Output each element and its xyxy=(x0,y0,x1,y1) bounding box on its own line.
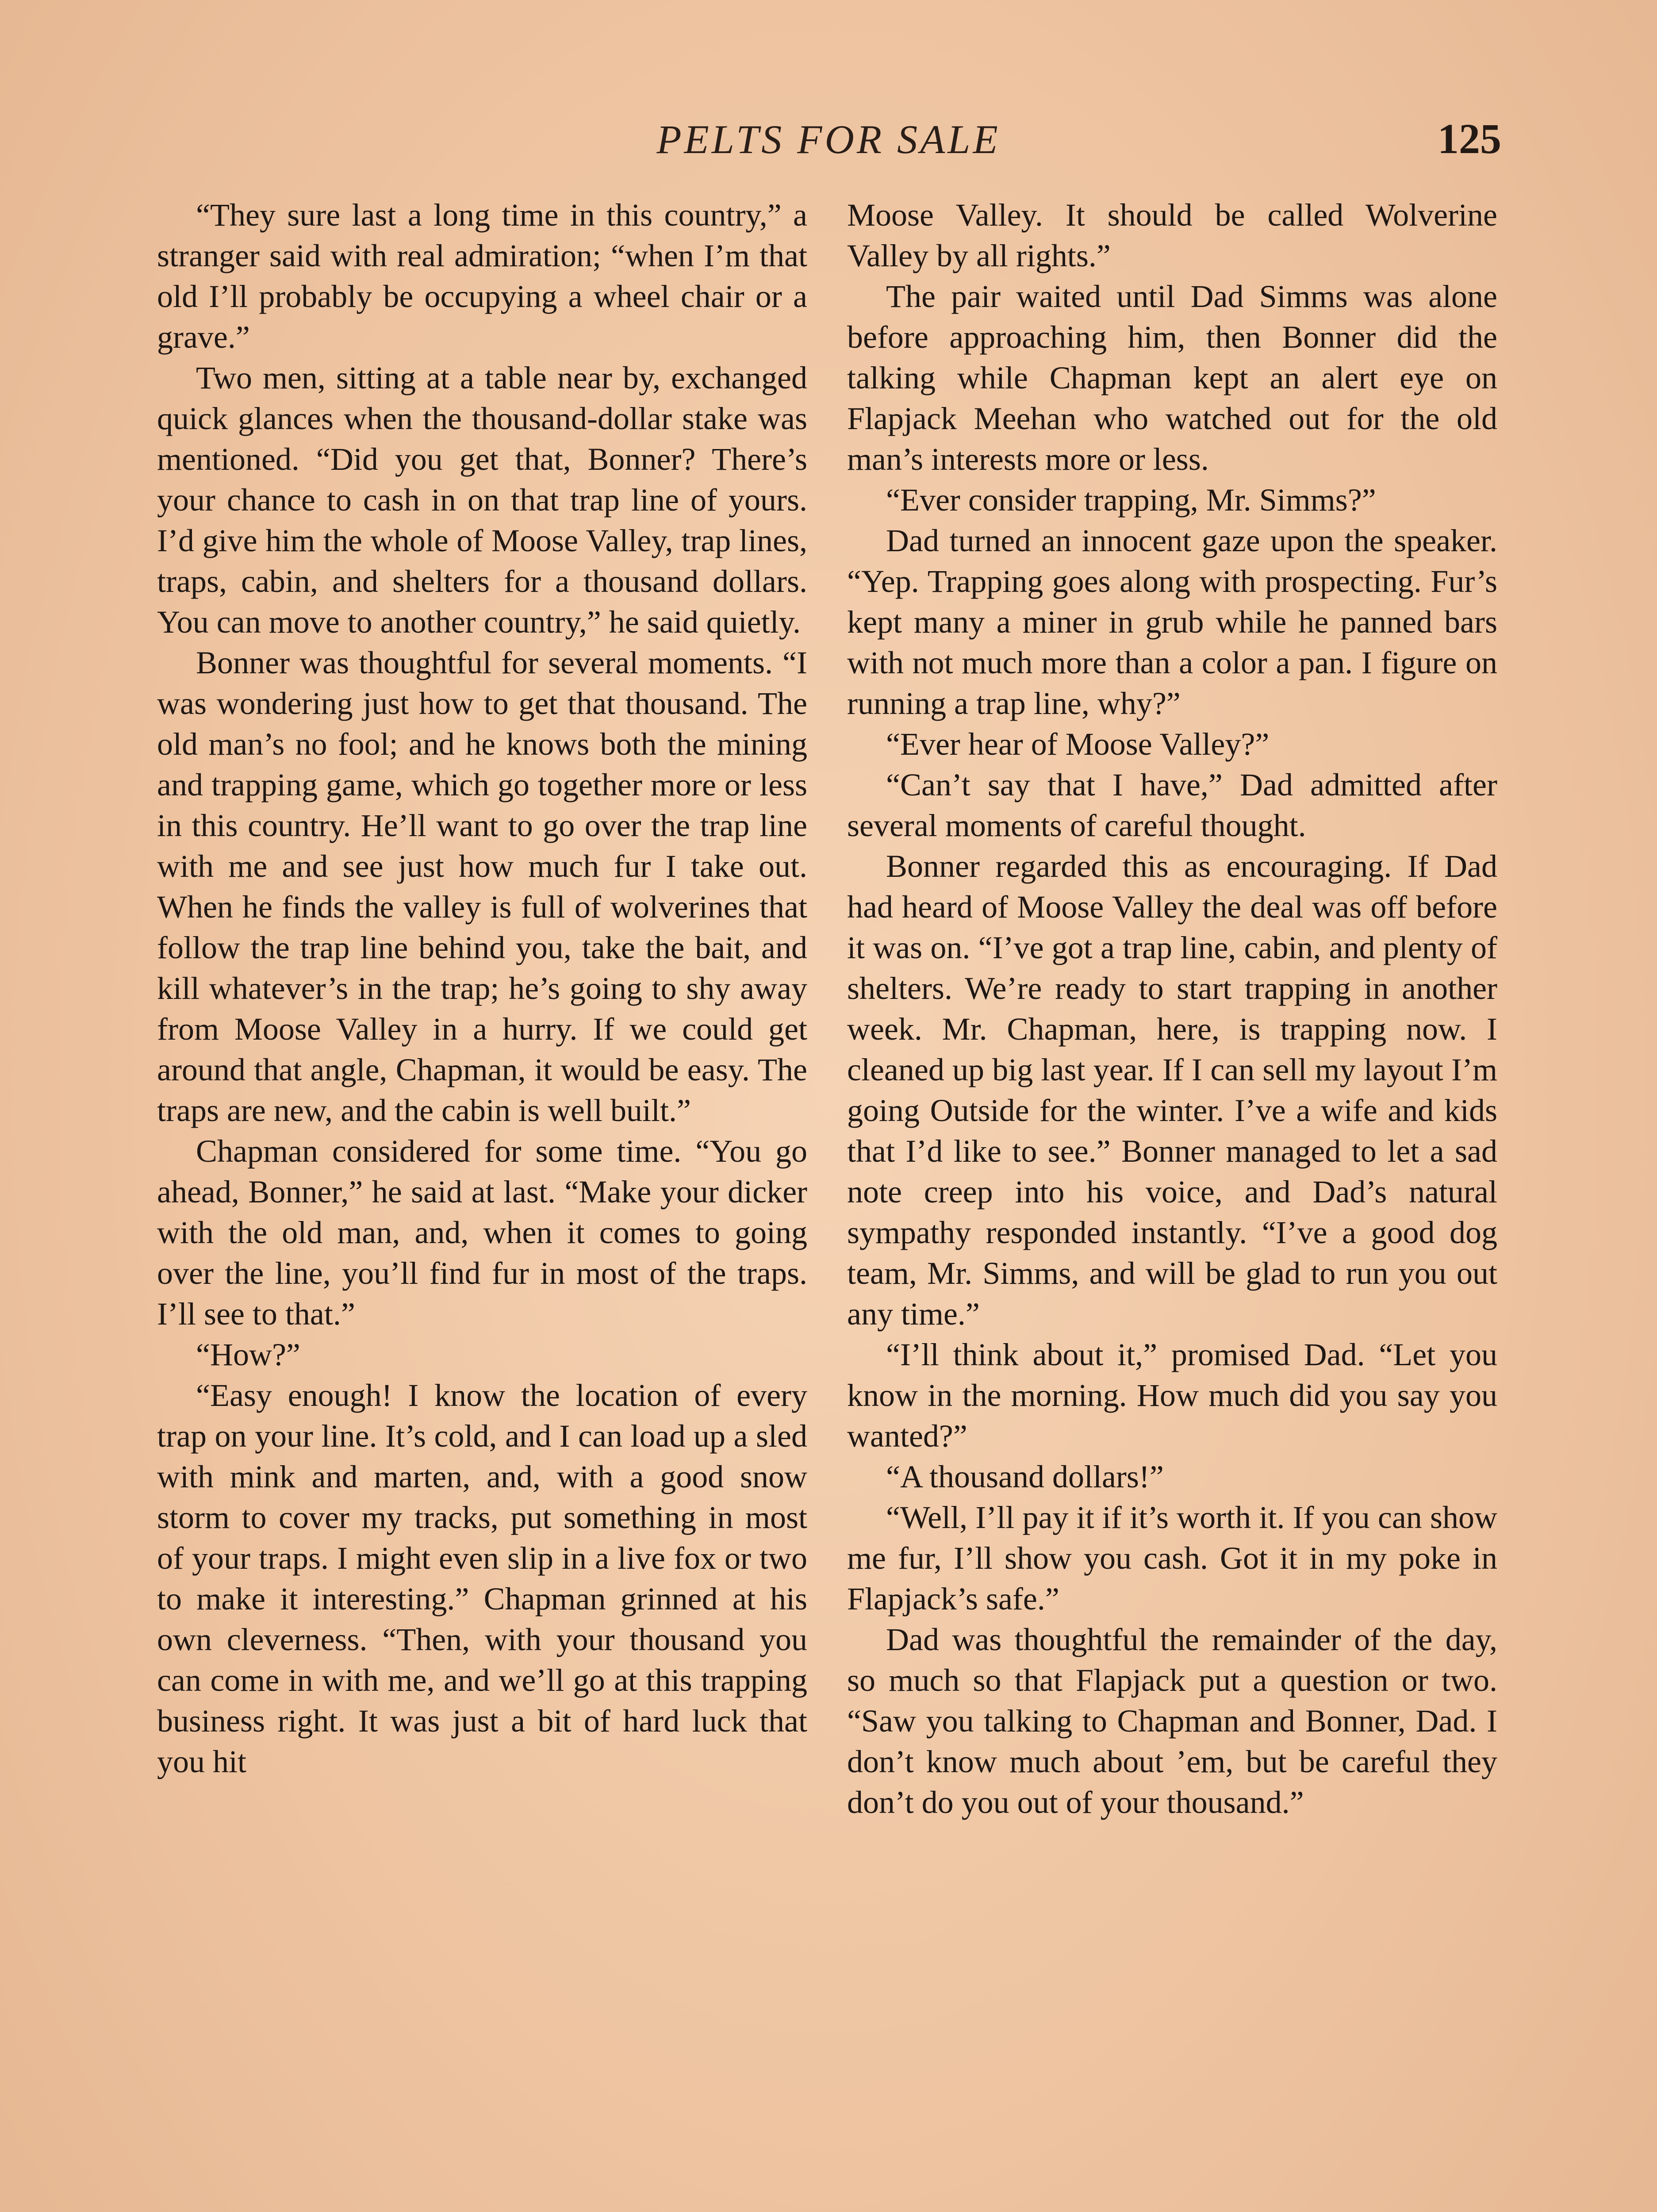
left-text-column xyxy=(157,195,807,1782)
paragraph: Two men, sitting at a table near by, exchanged quick glances when the thousand-dollar stake was mentioned. “Did you get that, Bonner? There’s your chance to cash in on that trap line of yours. I’d give him the whole of Moose Valley, trap lines, traps, cabin, and shelters for a thousand dollars. You can move to another country,” he said quietly. xyxy=(157,360,807,640)
page-number: 125 xyxy=(1438,115,1501,162)
paragraph: Chapman considered for some time. “You go ahead, Bonner,” he said at last. “Make your dicker with the old man, and, when it comes to going over the line, you’ll find fur in most of the traps. I’ll see to that.” xyxy=(157,1133,807,1332)
paragraph: Bonner was thoughtful for several moments. “I was wondering just how to get that thousand. The old man’s no fool; and he knows both the mining and trapping game, which go together more or less in this country. He’ll want to go over the trap line with me and see just how much fur I take out. When he finds the valley is full of wolverines that follow the trap line behind you, take the bait, and kill whatever’s in the trap; he’s going to shy away from Moose Valley in a hurry. If we could get around that angle, Chapman, it would be easy. The traps are new, and the cabin is well built.” xyxy=(157,645,807,1128)
running-header-title: PELTS FOR SALE xyxy=(656,117,1001,162)
paragraph: Dad turned an innocent gaze upon the speaker. “Yep. Trapping goes along with prospecting. Fur’s kept many a miner in grub while he panned bars with not much more than a color a pan. I figure on running a trap line, why?” xyxy=(847,523,1497,721)
paragraph: “Ever consider trapping, Mr. Simms?” xyxy=(886,482,1376,518)
right-text-column xyxy=(847,195,1497,1823)
paragraph: “Well, I’ll pay it if it’s worth it. If you can show me fur, I’ll show you cash. Got it in my poke in Flapjack’s safe.” xyxy=(847,1500,1497,1617)
paragraph: “A thousand dollars!” xyxy=(886,1459,1164,1494)
paragraph: “I’ll think about it,” promised Dad. “Let you know in the morning. How much did you say you wanted?” xyxy=(847,1337,1497,1454)
paragraph: “Ever hear of Moose Valley?” xyxy=(886,726,1270,762)
paragraph: “Easy enough! I know the location of every trap on your line. It’s cold, and I can load up a sled with mink and marten, and, with a good snow storm to cover my tracks, put something in most of your traps. I might even slip in a live fox or two to make it interesting.” Chapman grinned at his own cleverness. “Then, with your thousand you can come in with me, and we’ll go at this trapping business right. It was just a bit of hard luck that you hit xyxy=(157,1378,807,1779)
paragraph: Moose Valley. It should be called Wolverine Valley by all rights.” xyxy=(847,197,1497,273)
paragraph: The pair waited until Dad Simms was alone before approaching him, then Bonner did the talking while Chapman kept an alert eye on Flapjack Meehan who watched out for the old man’s interests more or less. xyxy=(847,279,1497,477)
paragraph: “They sure last a long time in this country,” a stranger said with real admiration; “when I’m that old I’ll probably be occupying a wheel chair or a grave.” xyxy=(157,197,807,355)
paragraph: “How?” xyxy=(196,1337,300,1372)
paragraph: Bonner regarded this as encouraging. If Dad had heard of Moose Valley the deal was off before it was on. “I’ve got a trap line, cabin, and plenty of shelters. We’re ready to start trapping in another week. Mr. Chapman, here, is trapping now. I cleaned up big last year. If I can sell my layout I’m going Outside for the winter. I’ve a wife and kids that I’d like to see.” Bonner managed to let a sad note creep into his voice, and Dad’s natural sympathy responded instantly. “I’ve a good dog team, Mr. Simms, and will be glad to run you out any time.” xyxy=(847,849,1497,1332)
paragraph: “Can’t say that I have,” Dad admitted after several moments of careful thought. xyxy=(847,767,1497,843)
paragraph: Dad was thoughtful the remainder of the day, so much so that Flapjack put a question or two. “Saw you talking to Chapman and Bonner, Dad. I don’t know much about ’em, but be careful they don’t do you out of your thousand.” xyxy=(847,1622,1497,1820)
